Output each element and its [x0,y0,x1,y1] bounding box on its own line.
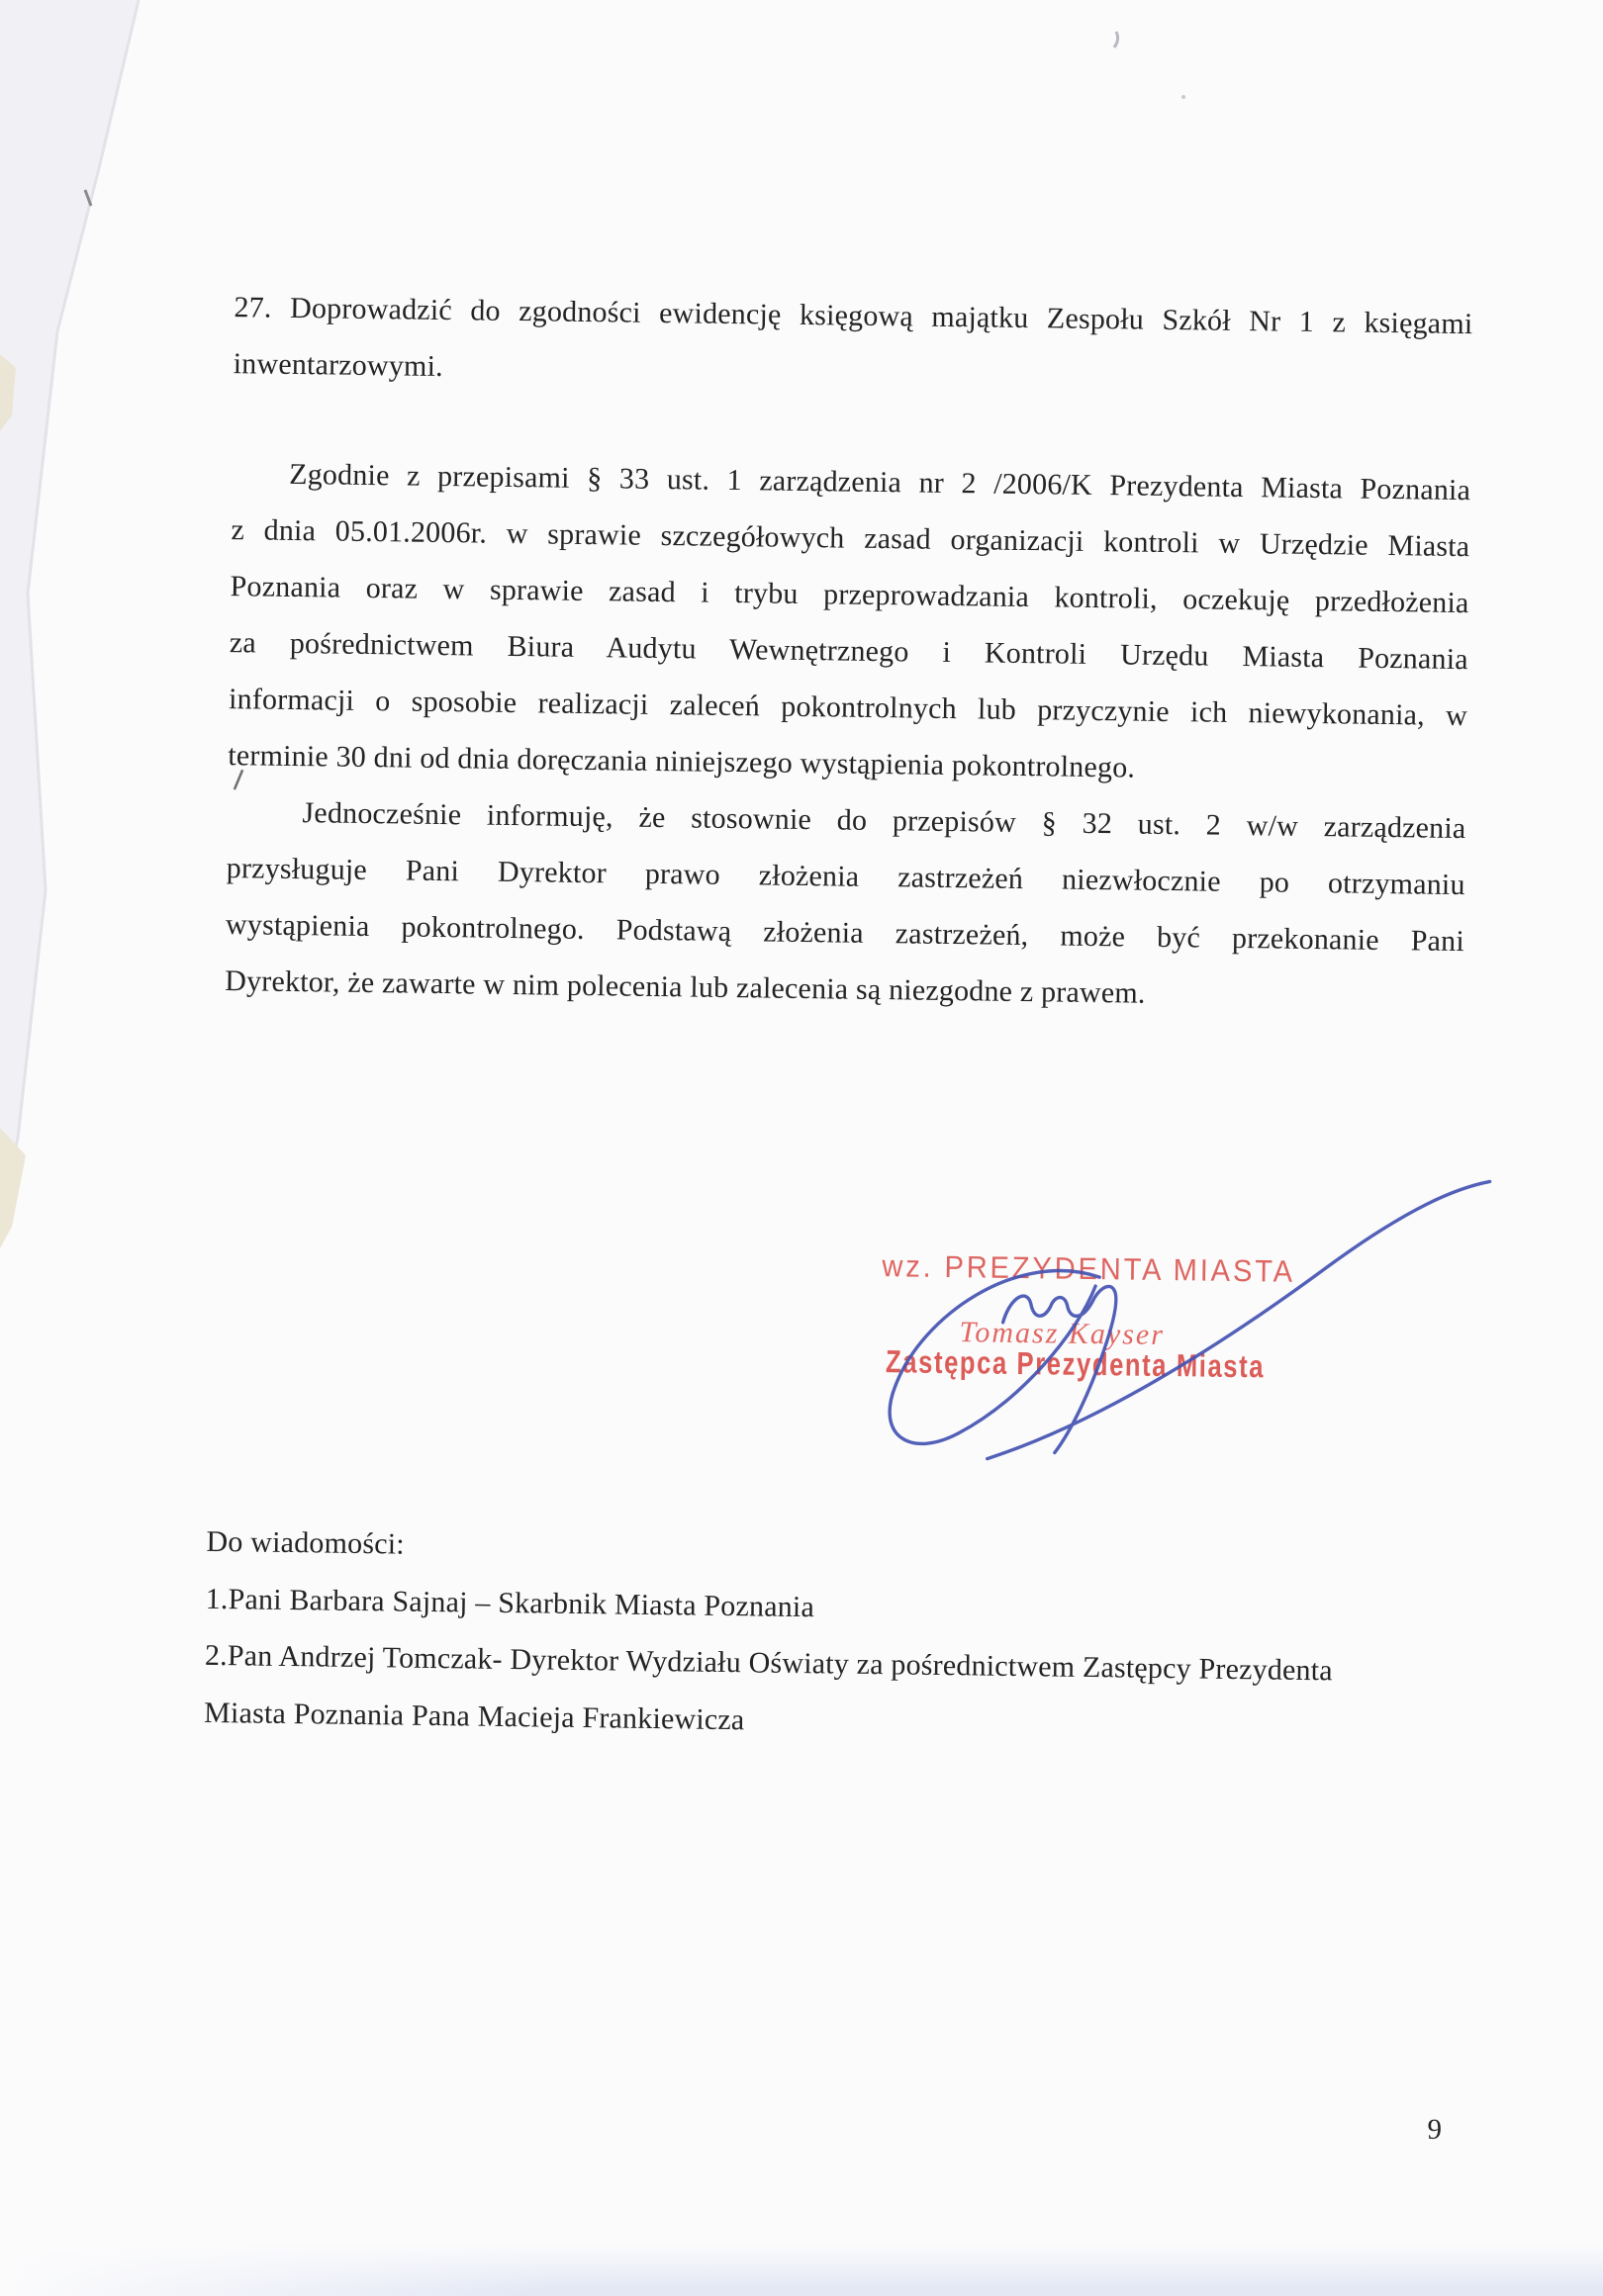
distribution-heading: Do wiadomości: [206,1524,406,1561]
text-line: inwentarzowymi. [233,347,444,383]
text-line: przysługuje Pani Dyrektor prawo złożenia zastrzeżeń niezwłocznie po otrzymaniu [226,852,1465,902]
distribution-item: 2.Pan Andrzej Tomczak- Dyrektor Wydziału Oświaty za pośrednictwem Zastępcy Prezydenta [204,1638,1334,1688]
text-line: Zgodnie z przepisami § 33 ust. 1 zarządzenia nr 2 /2006/K Prezydenta Miasta Poznania [288,457,1471,507]
stamp-acting-president-label: wz. PREZYDENTA MIASTA [882,1248,1296,1289]
stamp-signer-title: Zastępca Prezydenta Miasta [885,1343,1266,1385]
text-line: wystąpienia pokontrolnego. Podstawą złożenia zastrzeżeń, może być przekonanie Pani [225,908,1465,959]
distribution-list [204,1514,1493,1759]
stamp-signer-name: Tomasz Kayser [959,1316,1166,1352]
text-line: 27. Doprowadzić do zgodności ewidencję księgową majątku Zespołu Szkół Nr 1 z księgami [234,291,1473,341]
page-number: 9 [1427,2113,1443,2146]
scan-bottom-edge-mask [0,2245,554,2296]
text-line: Dyrektor, że zawarte w nim polecenia lub zalecenia są niezgodne z prawem. [225,964,1146,1010]
text-line: informacji o sposobie realizacji zaleceń pokontrolnych lub przyczynie ich niewykonania, w [228,683,1468,733]
text-line: terminie 30 dni od dnia doręczania niniejszego wystąpienia pokontrolnego. [228,739,1136,784]
distribution-item-continuation: Miasta Poznania Pana Macieja Frankiewicza [203,1696,745,1736]
text-line: Poznania oraz w sprawie zasad i trybu przeprowadzania kontroli, oczekuję przedłożenia [230,570,1469,620]
text-line: Jednocześnie informuję, że stosownie do przepisów § 32 ust. 2 w/w zarządzenia [302,796,1466,846]
text-line: z dnia 05.01.2006r. w sprawie szczegółowych zasad organizacji kontroli w Urzędzie Miasta [231,513,1470,564]
distribution-item: 1.Pani Barbara Sajnaj – Skarbnik Miasta Poznania [205,1582,815,1623]
text-line: za pośrednictwem Biura Audytu Wewnętrznego i Kontroli Urzędu Miasta Poznania [229,626,1469,677]
